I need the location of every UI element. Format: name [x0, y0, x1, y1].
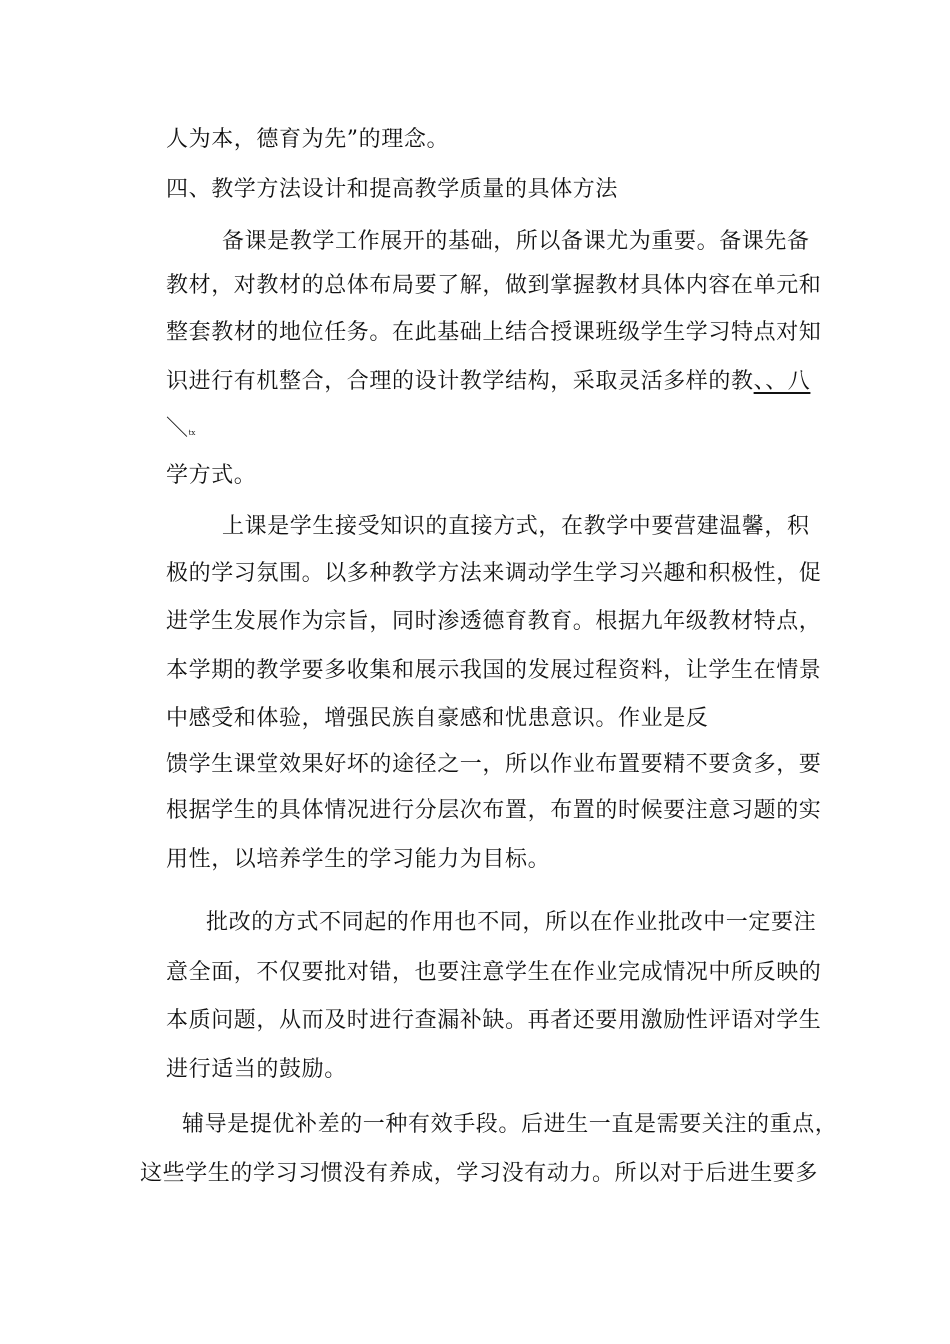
text-line-11: 本学期的教学要多收集和展示我国的发展过程资料，让学生在情景	[166, 658, 822, 683]
text-line-5: 整套教材的地位任务。在此基础上结合授课班级学生学习特点对知	[166, 320, 822, 345]
text-line-18: 本质问题，从而及时进行查漏补缺。再者还要用激励性评语对学生	[166, 1008, 822, 1033]
text-line-4: 教材，对教材的总体布局要了解，做到掌握教材具体内容在单元和	[166, 273, 822, 298]
section-heading: 四、教学方法设计和提高教学质量的具体方法	[166, 177, 619, 202]
tiny-mark: tx	[188, 429, 196, 437]
text-line-19: 进行适当的鼓励。	[166, 1057, 347, 1082]
text-line-12: 中感受和体验，增强民族自豪感和忧患意识。作业是反	[166, 706, 709, 731]
text-line-8: 上课是学生接受知识的直接方式，在教学中要营建温馨，积	[222, 514, 810, 539]
text-line-3: 备课是教学工作展开的基础，所以备课尤为重要。备课先备	[222, 229, 810, 254]
text-line-14: 根据学生的具体情况进行分层次布置，布置的时候要注意习题的实	[166, 798, 822, 823]
text-line-1: 人为本，德育为先”的理念。	[166, 127, 450, 152]
text-line-21: 这些学生的学习习惯没有养成，学习没有动力。所以对于后进生要多	[140, 1161, 819, 1186]
text-line-13: 馈学生课堂效果好坏的途径之一，所以作业布置要精不要贪多，要	[166, 752, 822, 777]
text-line-16: 批改的方式不同起的作用也不同，所以在作业批改中一定要注	[206, 910, 817, 935]
text-line-7: 学方式。	[166, 463, 257, 488]
text-line-15: 用性，以培养学生的学习能力为目标。	[166, 847, 551, 872]
text-line-17: 意全面，不仅要批对错，也要注意学生在作业完成情况中所反映的	[166, 960, 822, 985]
text-line-6-main: 识进行有机整合，合理的设计教学结构，采取灵活多样的教	[166, 369, 754, 394]
text-line-20: 辅导是提优补差的一种有效手段。后进生一直是需要关注的重点，	[182, 1112, 838, 1137]
text-line-9: 极的学习氛围。以多种教学方法来调动学生学习兴趣和积极性，促	[166, 561, 822, 586]
text-line-6	[166, 369, 810, 395]
text-line-10: 进学生发展作为宗旨，同时渗透德育教育。根据九年级教材特点，	[166, 609, 822, 634]
underlined-artifact: 、、八	[753, 369, 811, 394]
scan-artifact	[166, 416, 195, 446]
slash-mark: ＼	[166, 416, 189, 441]
